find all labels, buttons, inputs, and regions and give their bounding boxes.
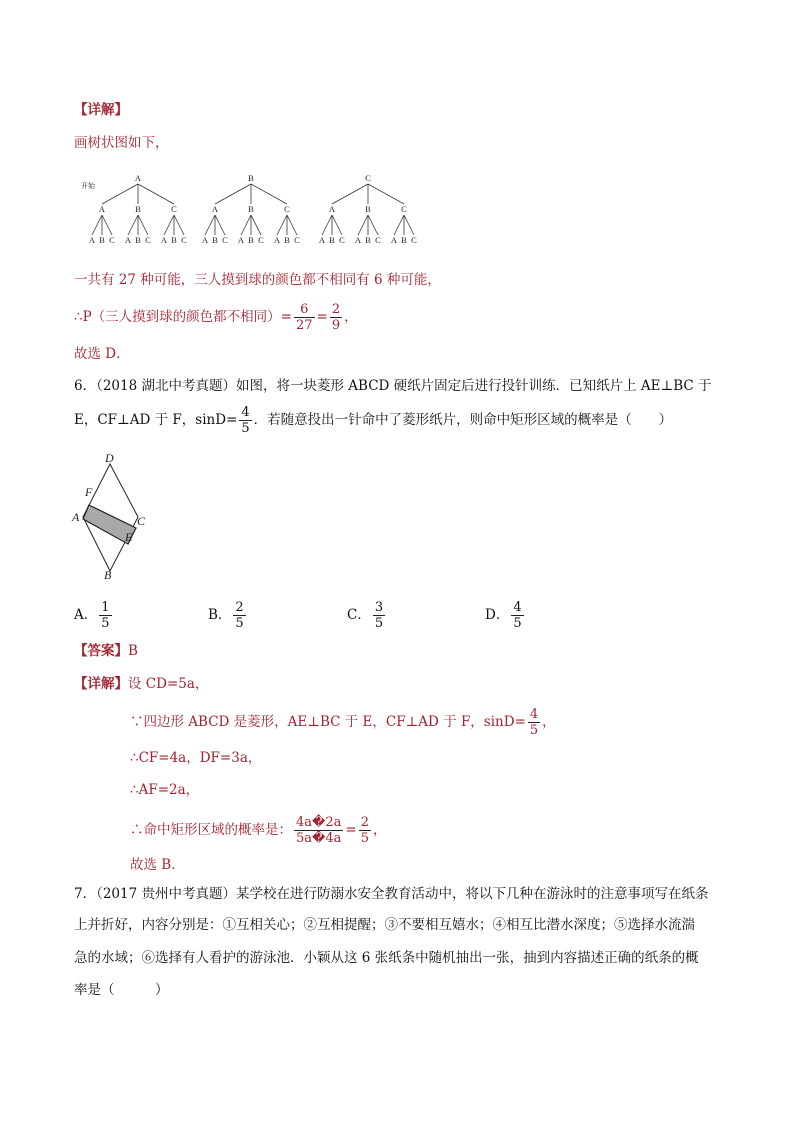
tree-branch xyxy=(332,215,342,235)
tree-branch xyxy=(404,215,414,235)
tree-node-level2: B xyxy=(248,204,254,214)
answer-label: 【答案】 xyxy=(74,643,128,659)
detail2-step4 xyxy=(130,815,386,846)
fraction-numerator: 1 xyxy=(101,600,110,615)
fraction-denominator: 27 xyxy=(295,318,313,333)
option-fraction xyxy=(511,600,523,631)
tree-node-level3: A xyxy=(88,235,96,245)
tree-node-level3: B xyxy=(212,235,218,245)
tree-branch xyxy=(322,215,332,235)
tree-branch xyxy=(241,215,251,235)
tree-node-level3: C xyxy=(181,235,187,245)
tree-node-level3: A xyxy=(390,235,398,245)
tree-node-level3: B xyxy=(135,235,141,245)
tree-node-level3: C xyxy=(294,235,300,245)
detail2-heading: 【详解】 xyxy=(74,676,128,692)
tree-branch xyxy=(138,215,148,235)
option-fraction xyxy=(373,600,385,631)
fraction-2-9 xyxy=(330,302,342,333)
tree-node-level1: C xyxy=(365,173,371,183)
q7-line2: 上并折好，内容分别是：①互相关心；②互相提醒；③不要相互嬉水；④相互比潜水深度；⑤选择水流湍 xyxy=(74,917,695,933)
fraction-numerator: 6 xyxy=(294,302,315,318)
tree-node-level3: C xyxy=(109,235,115,245)
detail2-step3: ∴AF=2a， xyxy=(130,782,200,798)
option-b[interactable] xyxy=(208,600,248,631)
fraction-numerator: 4a�2a xyxy=(296,815,342,830)
tree-node-level2: A xyxy=(328,204,336,214)
tree-node-level3: A xyxy=(124,235,132,245)
fraction-6-27 xyxy=(294,302,315,333)
vertex-label-a: A xyxy=(72,510,80,524)
tree-branch xyxy=(251,215,261,235)
tree-node-level3: B xyxy=(401,235,407,245)
tree-branch xyxy=(332,184,368,204)
q6-line2-start: E，CF⊥AD 于 F，sinD= xyxy=(74,412,238,428)
tree-node-level3: B xyxy=(365,235,371,245)
rhombus-figure xyxy=(70,450,160,585)
tree-node-level3: C xyxy=(145,235,151,245)
fraction-numerator: 4 xyxy=(513,600,522,615)
tree-diagram xyxy=(70,168,430,250)
tree-intro-text: 画树状图如下， xyxy=(74,135,169,151)
q7-line1: 7．（2017 贵州中考真题）某学校在进行防溺水安全教育活动中，将以下几种在游泳时的注意事项写在纸条 xyxy=(74,886,709,902)
tree-branch xyxy=(215,215,225,235)
option-letter: C． xyxy=(347,607,371,623)
tree-branch xyxy=(128,215,138,235)
tree-node-level3: B xyxy=(248,235,254,245)
fraction-denominator: 5 xyxy=(374,616,384,631)
fraction-numerator: 3 xyxy=(374,600,384,615)
tree-node-level3: C xyxy=(258,235,264,245)
vertex-label-d: D xyxy=(105,451,114,465)
tree-node-level3: A xyxy=(160,235,168,245)
tree-node-level1: B xyxy=(248,173,254,183)
option-letter: D． xyxy=(485,607,510,623)
option-d[interactable] xyxy=(485,600,526,631)
option-fraction xyxy=(99,600,111,631)
tree-start-label: 开始 xyxy=(81,182,95,190)
fraction-denominator: 5a�4a xyxy=(296,831,342,846)
tree-node-level3: A xyxy=(201,235,209,245)
tree-branch xyxy=(394,215,404,235)
tree-node-level3: C xyxy=(222,235,228,245)
fraction-numerator: 2 xyxy=(235,600,244,615)
tree-branch xyxy=(102,215,112,235)
tree-node-level3: A xyxy=(354,235,362,245)
tree-node-level2: C xyxy=(284,204,290,214)
detail2-step1 xyxy=(130,707,556,738)
tree-branch xyxy=(164,215,174,235)
vertex-label-c: C xyxy=(137,514,146,528)
fraction-numerator: 4 xyxy=(529,707,539,722)
q6-line2-end: ．若随意投出一针命中了菱形纸片，则命中矩形区域的概率是（ ） xyxy=(253,412,673,428)
fraction-denominator: 5 xyxy=(513,616,522,631)
tree-branch xyxy=(205,215,215,235)
answer-value: B xyxy=(128,643,138,659)
option-fraction xyxy=(233,600,245,631)
q7-line4: 率是（ ） xyxy=(74,982,169,998)
tree-branch xyxy=(277,215,287,235)
fraction-denominator: 9 xyxy=(331,318,341,333)
step1-text: ∵四边形 ABCD 是菱形，AE⊥BC 于 E，CF⊥AD 于 F，sinD= xyxy=(130,714,526,730)
vertex-label-b: B xyxy=(104,568,112,582)
q6-line2 xyxy=(74,405,672,436)
vertex-label-f: F xyxy=(85,485,93,499)
tree-node-level3: B xyxy=(284,235,290,245)
vertex-label-e: E xyxy=(125,530,133,544)
fraction-numerator: 4 xyxy=(241,405,250,420)
tree-node-level3: B xyxy=(171,235,177,245)
comma: ， xyxy=(372,822,387,838)
step4-fraction-2 xyxy=(359,815,371,846)
tree-node-level3: B xyxy=(329,235,335,245)
tree-node-level2: B xyxy=(365,204,371,214)
comma: ， xyxy=(344,309,358,325)
option-c[interactable] xyxy=(347,600,387,631)
tree-node-level2: C xyxy=(401,204,407,214)
tree-node-level3: C xyxy=(339,235,345,245)
tree-node-level3: C xyxy=(411,235,417,245)
detail2-first-line xyxy=(74,674,208,694)
tree-node-level3: C xyxy=(375,235,381,245)
tree-node-level3: A xyxy=(318,235,326,245)
comma: ， xyxy=(542,714,556,730)
tree-node-level1: A xyxy=(134,173,142,183)
q7-line3: 急的水域；⑥选择有人看护的游泳池．小颖从这 6 张纸条中随机抽出一张，抽到内容描述正确的纸条的概 xyxy=(74,950,699,966)
fraction-denominator: 5 xyxy=(241,421,250,436)
tree-branch xyxy=(102,184,138,204)
tree-branch xyxy=(358,215,368,235)
tree-node-level3: A xyxy=(237,235,245,245)
fraction-denominator: 5 xyxy=(529,723,539,738)
choose-d-text: 故选 D． xyxy=(74,346,130,362)
step4-fraction-1 xyxy=(294,815,343,846)
answer-line xyxy=(74,641,138,661)
step1-fraction xyxy=(528,707,540,738)
sin-fraction xyxy=(239,405,251,436)
fraction-denominator: 5 xyxy=(235,616,244,631)
probability-line xyxy=(74,302,358,333)
fraction-denominator: 5 xyxy=(360,831,369,846)
tree-node-level2: C xyxy=(171,204,177,214)
tree-node-level2: B xyxy=(135,204,141,214)
option-letter: A． xyxy=(74,607,98,623)
detail2-text: 设 CD=5a， xyxy=(128,676,209,692)
equals-sign: = xyxy=(316,309,328,325)
fraction-numerator: 2 xyxy=(360,815,369,830)
tree-node-level3: A xyxy=(273,235,281,245)
equals-sign: = xyxy=(345,822,357,838)
option-letter: B． xyxy=(208,607,232,623)
detail2-step2: ∴CF=4a，DF=3a， xyxy=(130,750,262,766)
tree-branch xyxy=(174,215,184,235)
tree-node-level2: A xyxy=(211,204,219,214)
tree-branch xyxy=(215,184,251,204)
detail2-step5: 故选 B． xyxy=(130,857,185,873)
total-outcomes-text: 一共有 27 种可能，三人摸到球的颜色都不相同有 6 种可能， xyxy=(74,272,441,288)
probability-prefix: ∴P（三人摸到球的颜色都不相同）= xyxy=(74,309,292,325)
fraction-numerator: 2 xyxy=(331,302,341,317)
tree-branch xyxy=(92,215,102,235)
tree-node-level3: B xyxy=(99,235,105,245)
step4-text: ∴命中矩形区域的概率是： xyxy=(130,822,292,838)
fraction-denominator: 5 xyxy=(101,616,110,631)
option-a[interactable] xyxy=(74,600,114,631)
tree-branch xyxy=(138,184,174,204)
tree-branch xyxy=(368,184,404,204)
q6-line1: 6．（2018 湖北中考真题）如图，将一块菱形 ABCD 硬纸片固定后进行投针训练．已知纸片上 AE⊥BC 于 xyxy=(74,378,712,394)
tree-branch xyxy=(251,184,287,204)
tree-node-level2: A xyxy=(98,204,106,214)
tree-branch xyxy=(287,215,297,235)
tree-branch xyxy=(368,215,378,235)
detail-heading: 【详解】 xyxy=(74,102,128,118)
